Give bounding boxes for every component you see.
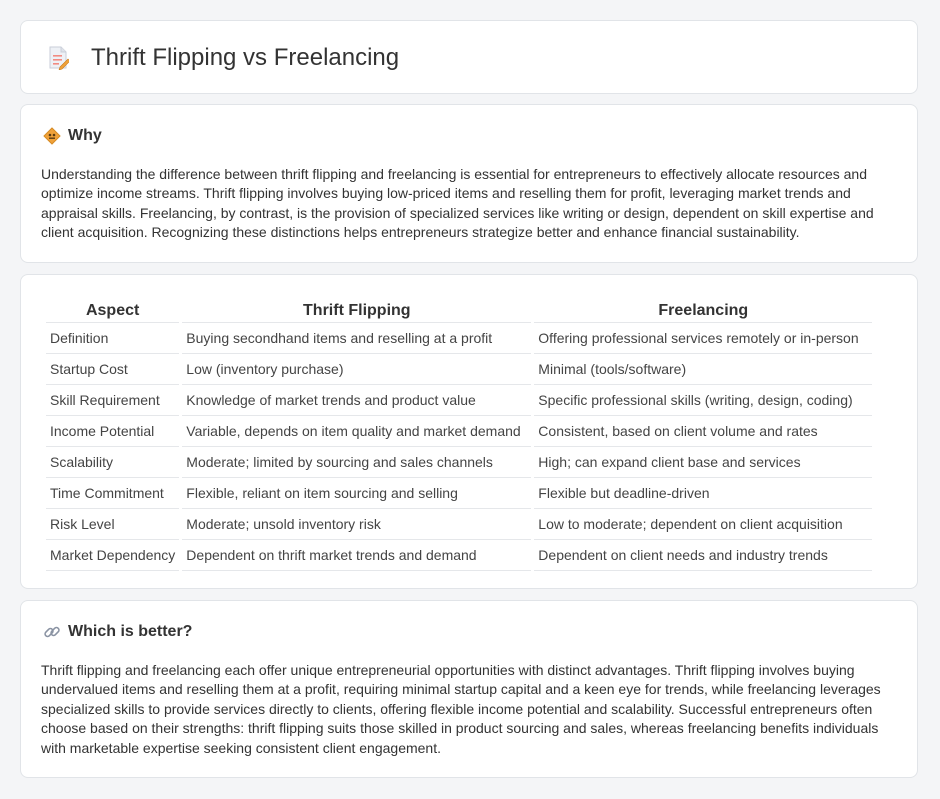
thrift-cell: Low (inventory purchase) xyxy=(182,354,531,385)
thrift-cell: Moderate; unsold inventory risk xyxy=(182,509,531,540)
thrift-cell: Moderate; limited by sourcing and sales channels xyxy=(182,447,531,478)
aspect-cell: Risk Level xyxy=(46,509,179,540)
which-is-better-text: Thrift flipping and freelancing each offer unique entrepreneurial opportunities with distinct advantages. Thrift flipping involves buying undervalued items and reselling them at a profit, requiring minimal startup capital and a keen eye for trends, while freelancing leverages specialized skills to provide services directly to clients, offering flexible income potential and scalability. Successful entrepreneurs often choose based on their strengths: thrift flipping suits those skilled in product sourcing and sales, whereas freelancing benefits individuals with marketable expertise seeking consistent client engagement. xyxy=(41,662,881,756)
freelance-cell: Offering professional services remotely or in-person xyxy=(534,323,872,354)
aspect-cell: Scalability xyxy=(46,447,179,478)
which-is-better-heading: Which is better? xyxy=(68,623,193,640)
why-section xyxy=(20,104,918,263)
table-row xyxy=(46,540,872,571)
table-row xyxy=(46,385,872,416)
freelance-cell: Flexible but deadline-driven xyxy=(534,478,872,509)
aspect-cell: Startup Cost xyxy=(46,354,179,385)
table-row xyxy=(46,509,872,540)
comparison-section xyxy=(20,274,918,589)
table-header-row xyxy=(46,296,872,323)
aspect-cell: Time Commitment xyxy=(46,478,179,509)
thrift-cell: Buying secondhand items and reselling at a profit xyxy=(182,323,531,354)
aspect-cell: Definition xyxy=(46,323,179,354)
document-pencil-icon xyxy=(47,46,69,70)
aspect-cell: Income Potential xyxy=(46,416,179,447)
thrift-cell: Knowledge of market trends and product value xyxy=(182,385,531,416)
why-heading: Why xyxy=(68,127,102,144)
comparison-table xyxy=(43,296,875,571)
table-row xyxy=(46,447,872,478)
freelance-cell: Specific professional skills (writing, design, coding) xyxy=(534,385,872,416)
page-title: Thrift Flipping vs Freelancing xyxy=(91,44,400,71)
freelance-cell: Minimal (tools/software) xyxy=(534,354,872,385)
thrift-cell: Dependent on thrift market trends and demand xyxy=(182,540,531,571)
thrift-cell: Variable, depends on item quality and market demand xyxy=(182,416,531,447)
table-row xyxy=(46,416,872,447)
why-text: Understanding the difference between thrift flipping and freelancing is essential for entrepreneurs to effectively allocate resources and optimize income streams. Thrift flipping involves buying low-priced items and reselling them for profit, leveraging market trends and appraisal skills. Freelancing, by contrast, is the provision of specialized services like writing or design, dependent on skill expertise and client acquisition. Recognizing these distinctions helps entrepreneurs strategize better and enhance financial sustainability. xyxy=(41,166,874,241)
header-card xyxy=(20,20,918,94)
table-row xyxy=(46,478,872,509)
diamond-sign-icon xyxy=(43,127,61,145)
aspect-cell: Skill Requirement xyxy=(46,385,179,416)
link-icon xyxy=(43,623,61,641)
freelance-cell: Dependent on client needs and industry trends xyxy=(534,540,872,571)
column-header-thrift-flipping: Thrift Flipping xyxy=(182,296,531,323)
which-is-better-section xyxy=(20,600,918,778)
thrift-cell: Flexible, reliant on item sourcing and selling xyxy=(182,478,531,509)
column-header-aspect: Aspect xyxy=(46,296,179,323)
freelance-cell: Low to moderate; dependent on client acquisition xyxy=(534,509,872,540)
table-row xyxy=(46,354,872,385)
freelance-cell: High; can expand client base and services xyxy=(534,447,872,478)
freelance-cell: Consistent, based on client volume and rates xyxy=(534,416,872,447)
aspect-cell: Market Dependency xyxy=(46,540,179,571)
table-row xyxy=(46,323,872,354)
column-header-freelancing: Freelancing xyxy=(534,296,872,323)
